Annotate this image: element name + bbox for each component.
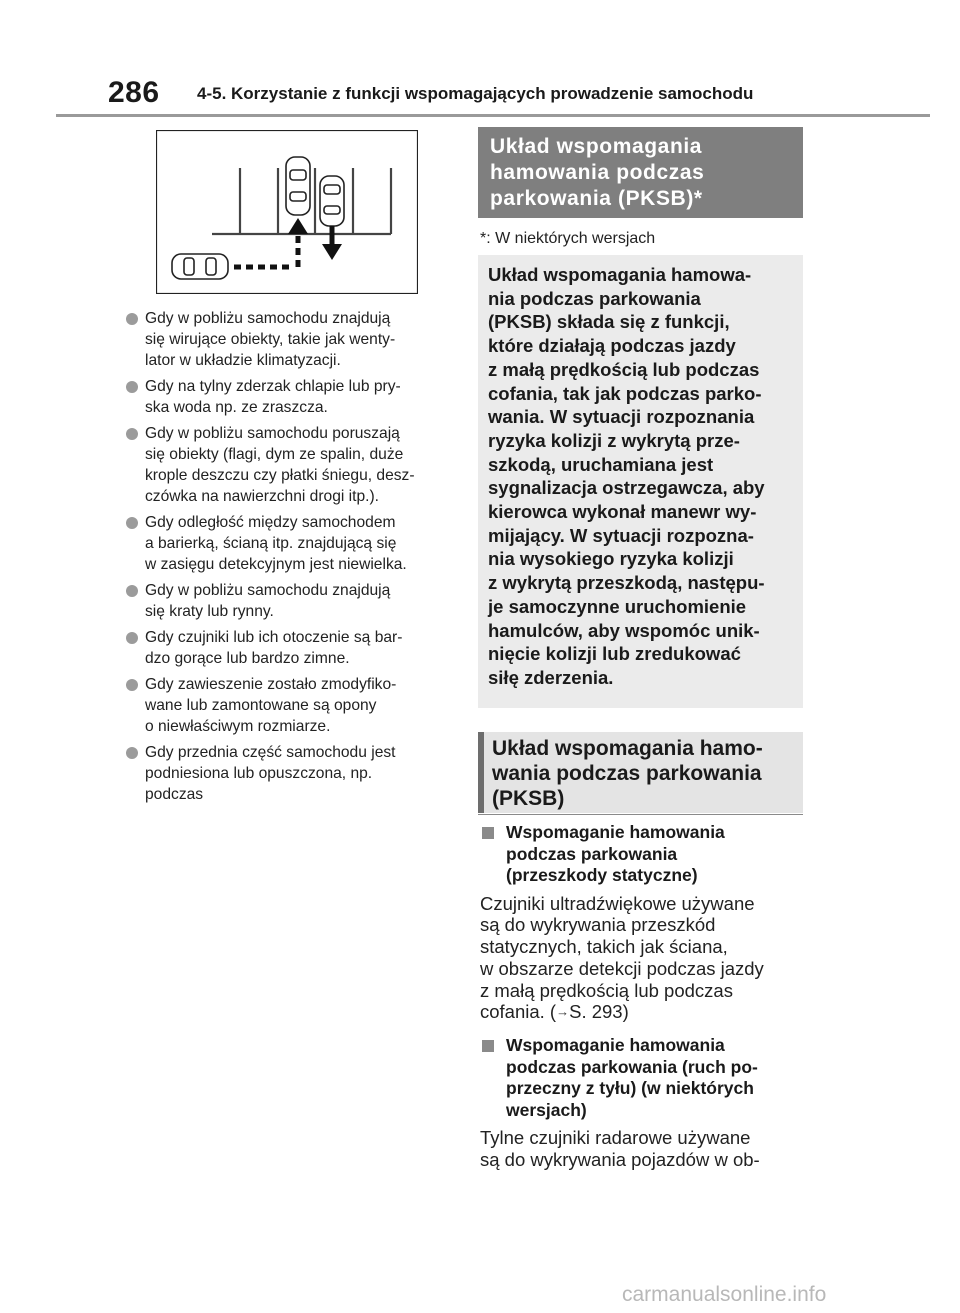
heading-static-obstacles: Wspomaganie hamowania podczas parkowania (przeszkody statyczne): [480, 822, 806, 887]
car-reversing-icon: [320, 176, 344, 226]
square-bullet-icon: [482, 827, 494, 839]
bullet-icon: [126, 679, 138, 691]
paragraph-static-obstacles: Czujniki ultradźwiękowe używane są do wykrywania przeszkód statycznych, takich jak ściana, w obszarze detekcji podczas jazdy z małą prędkością lub podczas cofania. (→S. 293): [480, 892, 764, 1023]
parking-diagram: [156, 130, 418, 294]
bullet-icon: [126, 428, 138, 440]
subsection-accent-bar: [478, 732, 484, 813]
section-title: Układ wspomagania hamowania podczas parkowania (PKSB)*: [490, 135, 705, 210]
arrow-right-icon: →: [556, 1004, 570, 1020]
page-number: 286: [108, 76, 160, 109]
heading-rear-cross-traffic: Wspomaganie hamowania podczas parkowania (ruch po- przeczny z tyłu) (w niektórych wersjach): [480, 1035, 806, 1121]
intro-text: Układ wspomagania hamowa- nia podczas parkowania (PKSB) składa się z funkcji, które działają podczas jazdy z małą prędkością lub podczas cofania, tak jak podczas parko- wania. W sytuacji rozpoznania ryzyka kolizji z wykrytą prze- szkodą, uruchamiana jest sygnalizacja ostrzegawcza, aby kierowca wykonał manewr wy- mijający. W sytuacji rozpozna- nia wysokiego ryzyka kolizji z wykrytą przeszkodą, następu- je samoczynne uruchomienie hamulców, aby wspomóc unik- nięcie kolizji lub zredukować siłę zderzenia.: [488, 264, 765, 688]
list-item: Gdy odległość między samochodem a barierką, ścianą itp. znajdującą się w zasięgu detekcyjnym jest niewielka.: [126, 512, 456, 575]
list-item: Gdy zawieszenie zostało zmodyfiko- wane lub zamontowane są opony o niewłaściwym rozmiarze.: [126, 674, 456, 737]
list-item: Gdy w pobliżu samochodu znajdują się kraty lub rynny.: [126, 580, 456, 622]
bullet-icon: [126, 517, 138, 529]
list-item: Gdy w pobliżu samochodu znajdują się wirujące obiekty, takie jak wenty- lator w układzie klimatyzacji.: [126, 308, 456, 371]
bullet-icon: [126, 313, 138, 325]
bullet-icon: [126, 747, 138, 759]
right-content: [480, 822, 806, 1183]
list-item: Gdy przednia część samochodu jest podniesiona lub opuszczona, np. podczas: [126, 742, 456, 805]
section-title-box: [478, 127, 803, 218]
page-reference-link[interactable]: S. 293): [569, 1001, 629, 1023]
car-approaching-icon: [172, 254, 228, 279]
paragraph-rear-cross-traffic: Tylne czujniki radarowe używane są do wykrywania pojazdów w ob-: [480, 1127, 760, 1171]
bullet-icon: [126, 381, 138, 393]
bullet-icon: [126, 585, 138, 597]
subsection-divider: [478, 814, 803, 815]
chapter-title: 4-5. Korzystanie z funkcji wspomagających prowadzenie samochodu: [197, 84, 754, 103]
list-item: Gdy czujniki lub ich otoczenie są bar- dzo gorące lub bardzo zimne.: [126, 627, 456, 669]
watermark: carmanualsonline.info: [622, 1283, 827, 1306]
subsection-title-box: [478, 732, 803, 813]
conditions-list: [126, 308, 456, 810]
footnote: *: W niektórych wersjach: [480, 230, 656, 247]
square-bullet-icon: [482, 1040, 494, 1052]
list-item: Gdy w pobliżu samochodu poruszają się obiekty (flagi, dym ze spalin, duże krople deszczu czy płatki śniegu, desz- czówka na nawierzchni drogi itp.).: [126, 423, 456, 507]
header-divider: [56, 114, 930, 117]
intro-box: [478, 255, 803, 708]
list-item: Gdy na tylny zderzak chlapie lub pry- ska woda np. ze zraszcza.: [126, 376, 456, 418]
bullet-icon: [126, 632, 138, 644]
car-parked-icon: [286, 157, 310, 215]
page-header: [0, 0, 960, 118]
subsection-title: Układ wspomagania hamo- wania podczas parkowania (PKSB): [492, 737, 763, 810]
